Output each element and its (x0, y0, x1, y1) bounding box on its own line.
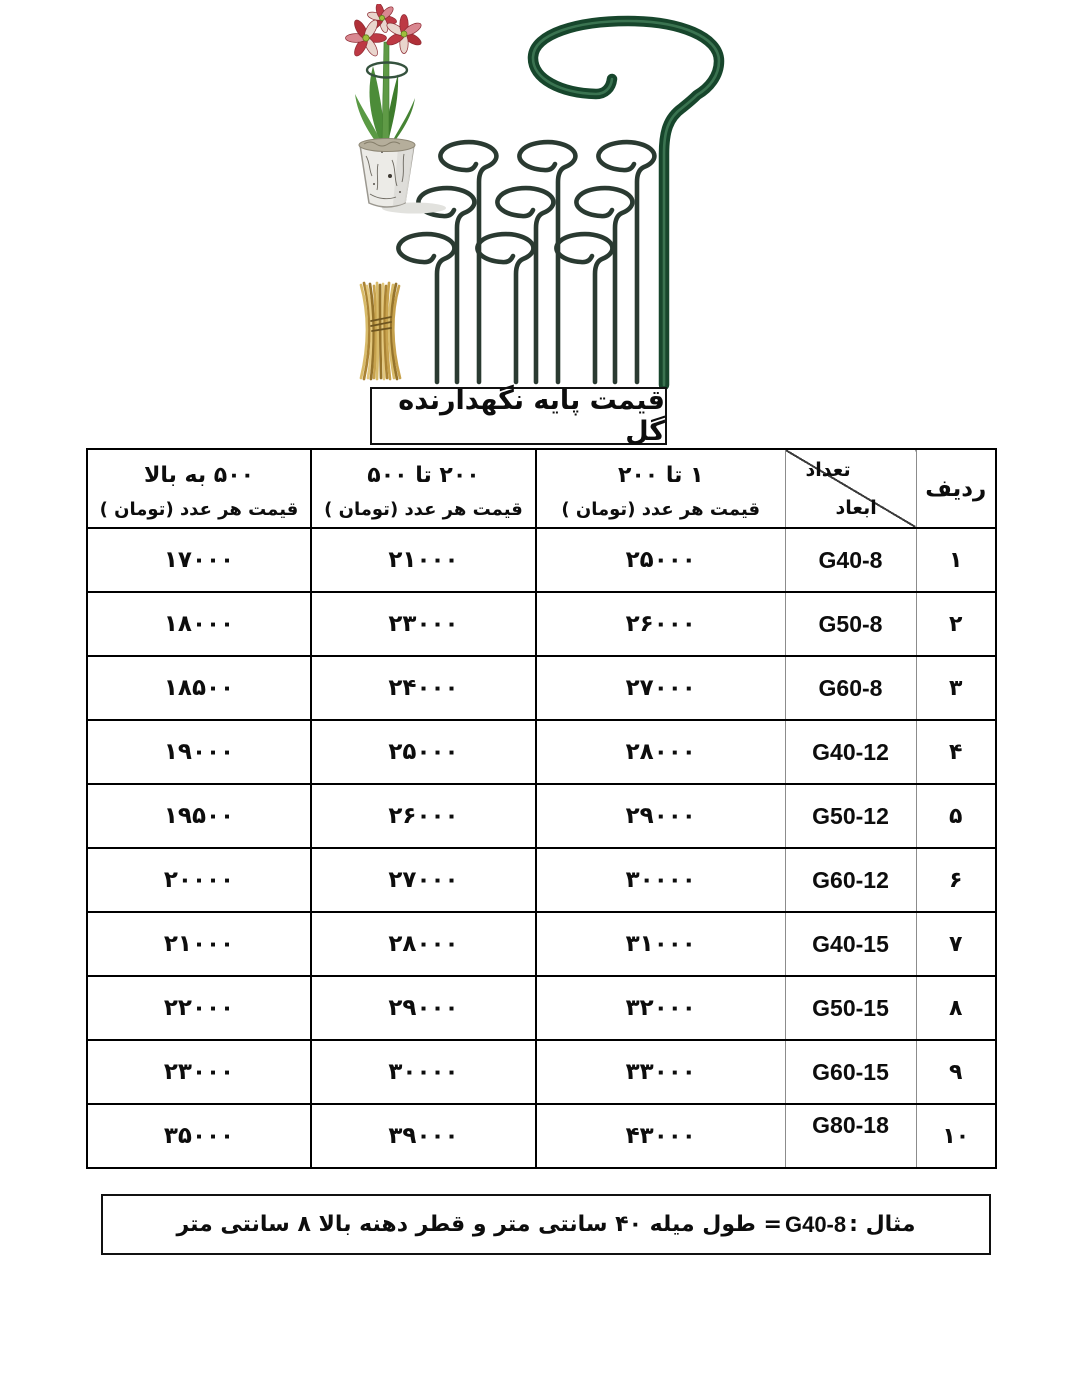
page-title: قیمت پایه نگهدارنده گل (398, 385, 665, 447)
price-tier3: ۲۰۰۰۰ (87, 848, 311, 912)
price-tier2: ۳۹۰۰۰ (311, 1104, 536, 1168)
tier-range-label: ۵۰۰ به بالا (143, 463, 255, 488)
table-row (87, 656, 996, 720)
row-number: ۵ (916, 784, 996, 848)
header-quantity-dimensions (785, 449, 916, 528)
table-row (87, 592, 996, 656)
price-tier1: ۲۶۰۰۰ (536, 592, 785, 656)
price-tier2: ۲۱۰۰۰ (311, 528, 536, 592)
dimension-code: G50-15 (785, 976, 916, 1040)
price-tier2: ۲۶۰۰۰ (311, 784, 536, 848)
price-tier1: ۳۰۰۰۰ (536, 848, 785, 912)
price-tier3: ۱۸۰۰۰ (87, 592, 311, 656)
price-tier1: ۲۸۰۰۰ (536, 720, 785, 784)
header-tier-500-plus (87, 449, 311, 528)
small-stake-icon (556, 234, 612, 382)
price-tier3: ۲۳۰۰۰ (87, 1040, 311, 1104)
price-tier3: ۲۱۰۰۰ (87, 912, 311, 976)
small-stake-icon (497, 188, 553, 382)
dimension-code: G80-18 (785, 1104, 916, 1168)
row-number: ۱۰ (916, 1104, 996, 1168)
table-row (87, 784, 996, 848)
dimension-code: G40-8 (785, 528, 916, 592)
flower-stem (382, 42, 389, 142)
price-tier3: ۱۹۵۰۰ (87, 784, 311, 848)
row-number: ۸ (916, 976, 996, 1040)
page-title-box (370, 387, 667, 445)
row-number: ۱ (916, 528, 996, 592)
price-table-wrap (86, 448, 995, 1169)
small-support-stakes-grid (398, 142, 654, 382)
large-stake-wire (533, 21, 719, 385)
row-number: ۲ (916, 592, 996, 656)
price-tier3: ۱۸۵۰۰ (87, 656, 311, 720)
dimension-code: G60-15 (785, 1040, 916, 1104)
price-tier1: ۲۵۰۰۰ (536, 528, 785, 592)
price-tier2: ۳۰۰۰۰ (311, 1040, 536, 1104)
small-stake-icon (519, 142, 575, 382)
price-tier1: ۲۹۰۰۰ (536, 784, 785, 848)
price-tier3: ۳۵۰۰۰ (87, 1104, 311, 1168)
tier-unit-label: قیمت هر عدد (تومان ) (324, 499, 523, 520)
price-tier1: ۴۳۰۰۰ (536, 1104, 785, 1168)
small-stake-icon (576, 188, 632, 382)
dimension-code: G60-8 (785, 656, 916, 720)
table-row (87, 1040, 996, 1104)
price-tier1: ۳۳۰۰۰ (536, 1040, 785, 1104)
row-number: ۳ (916, 656, 996, 720)
price-tier2: ۲۳۰۰۰ (311, 592, 536, 656)
table-header-row (87, 449, 996, 528)
price-tier2: ۲۸۰۰۰ (311, 912, 536, 976)
price-tier1: ۳۲۰۰۰ (536, 976, 785, 1040)
table-row (87, 848, 996, 912)
table-row (87, 912, 996, 976)
large-stake-highlight (533, 21, 719, 385)
header-dimensions-label: ابعاد (835, 497, 877, 519)
dimension-code: G60-12 (785, 848, 916, 912)
price-tier2: ۲۹۰۰۰ (311, 976, 536, 1040)
header-tier-200-500 (311, 449, 536, 528)
row-number: ۶ (916, 848, 996, 912)
dimension-code: G40-12 (785, 720, 916, 784)
note-prefix: مثال : (849, 1212, 916, 1237)
table-row (87, 720, 996, 784)
potted-flower (346, 4, 447, 214)
small-stake-icon (398, 234, 454, 382)
table-row (87, 976, 996, 1040)
tier-unit-label: قیمت هر عدد (تومان ) (99, 499, 299, 520)
price-table (86, 448, 997, 1169)
price-tier2: ۲۷۰۰۰ (311, 848, 536, 912)
note-code: G40-8 (784, 1211, 847, 1237)
price-tier3: ۲۲۰۰۰ (87, 976, 311, 1040)
large-support-stake (533, 21, 719, 385)
price-tier2: ۲۵۰۰۰ (311, 720, 536, 784)
small-stake-icon (440, 142, 496, 382)
small-stake-icon (418, 188, 474, 382)
price-tier2: ۲۴۰۰۰ (311, 656, 536, 720)
header-tier-1-200 (536, 449, 785, 528)
tier-range-label: ۲۰۰ تا ۵۰۰ (367, 463, 480, 488)
row-number: ۷ (916, 912, 996, 976)
price-tier3: ۱۷۰۰۰ (87, 528, 311, 592)
price-tier3: ۱۹۰۰۰ (87, 720, 311, 784)
dimension-code: G50-8 (785, 592, 916, 656)
header-quantity-label: تعداد (805, 459, 851, 481)
row-number: ۹ (916, 1040, 996, 1104)
row-number: ۴ (916, 720, 996, 784)
small-stake-icon (598, 142, 654, 382)
product-illustration (330, 4, 730, 390)
price-tier1: ۲۷۰۰۰ (536, 656, 785, 720)
tier-range-label: ۱ تا ۲۰۰ (617, 463, 704, 488)
table-row (87, 528, 996, 592)
flower-pot (359, 139, 415, 208)
bamboo-bundle (361, 283, 400, 379)
dimension-code: G40-15 (785, 912, 916, 976)
small-stake-icon (477, 234, 533, 382)
dimension-code: G50-12 (785, 784, 916, 848)
price-tier1: ۳۱۰۰۰ (536, 912, 785, 976)
example-note-box (101, 1194, 991, 1255)
note-suffix: = طول میله ۴۰ سانتی متر و قطر دهنه بالا ۸ سانتی متر (176, 1212, 782, 1237)
header-row-number: ردیف (916, 449, 996, 528)
table-row (87, 1104, 996, 1168)
tier-unit-label: قیمت هر عدد (تومان ) (561, 499, 761, 520)
